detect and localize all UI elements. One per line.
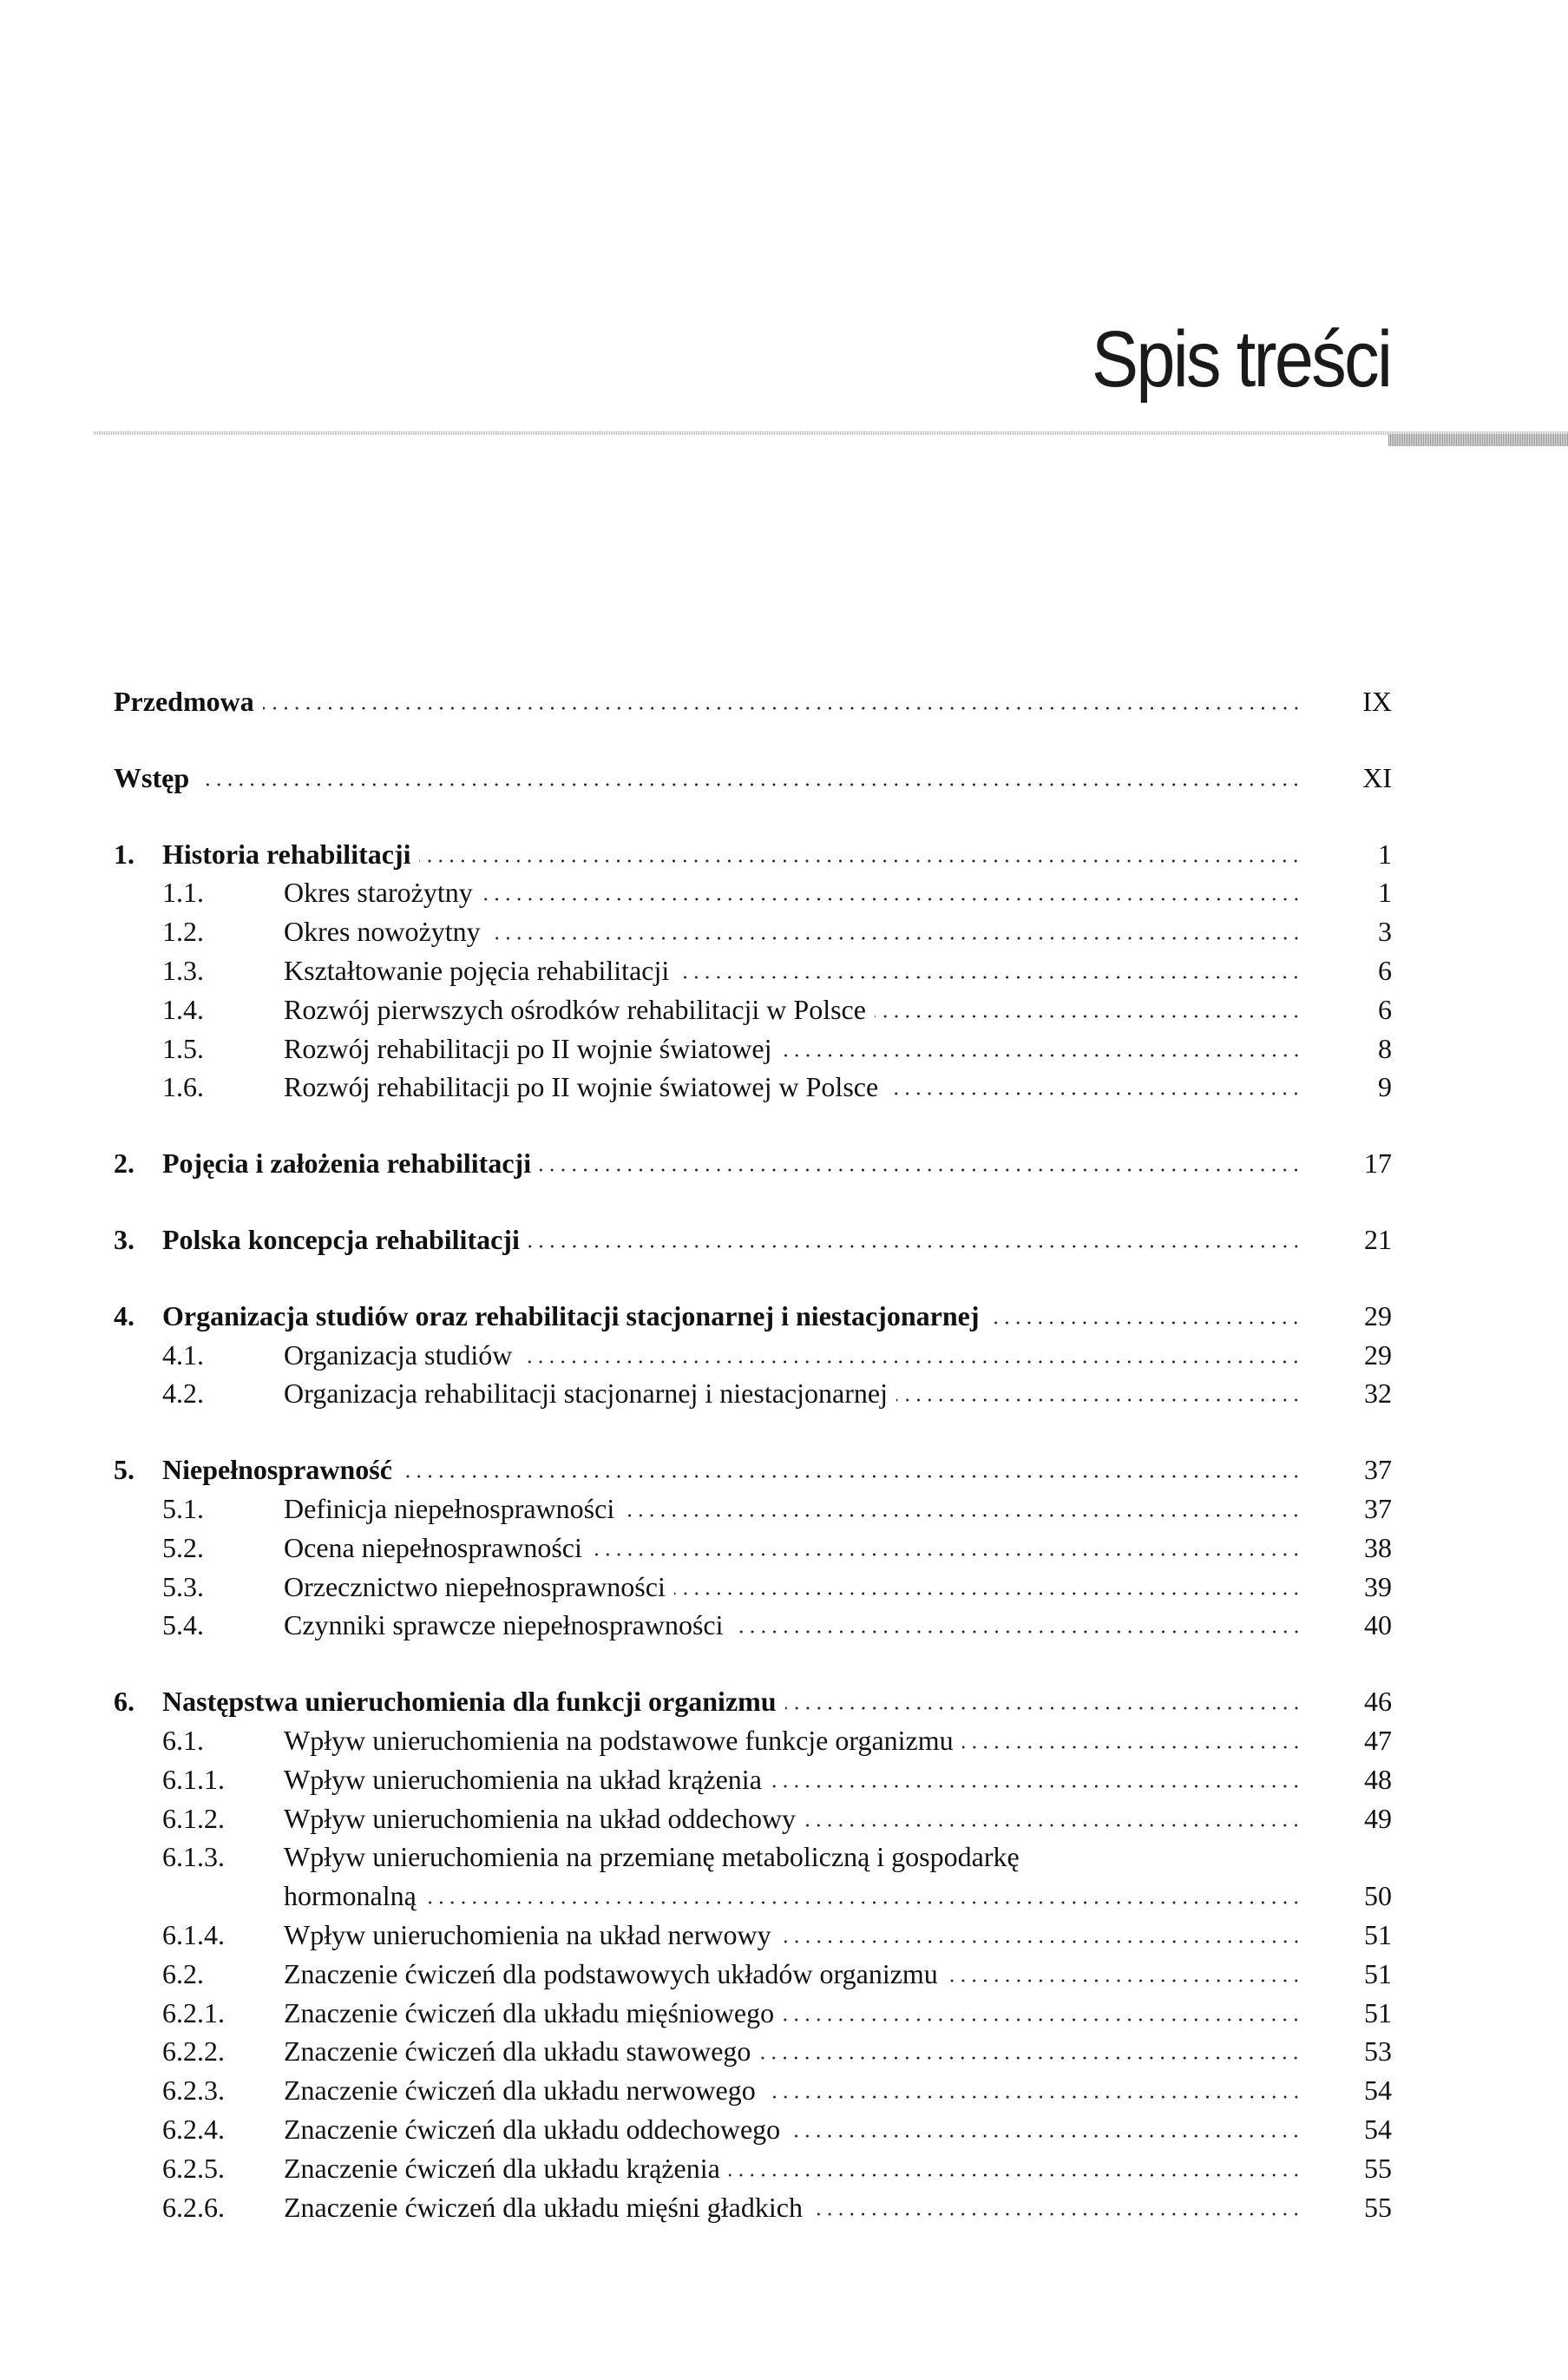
toc-entry[interactable]	[114, 2149, 1392, 2188]
toc-entry[interactable]	[114, 1760, 1392, 1799]
dot-leader	[591, 1552, 1302, 1557]
entry-title[interactable]: Znaczenie ćwiczeń dla podstawowych układów organizmu	[284, 1957, 938, 1989]
entry-page[interactable]: 21	[1364, 1223, 1392, 1255]
entry-title-continued[interactable]: hormonalną	[284, 1880, 417, 1912]
toc-entry[interactable]	[114, 2032, 1392, 2071]
entry-title[interactable]: Okres starożytny	[284, 877, 473, 909]
entry-page[interactable]: 6	[1378, 993, 1392, 1025]
entry-page[interactable]: 3	[1378, 916, 1392, 948]
entry-title[interactable]: Organizacja studiów oraz rehabilitacji stacjonarnej i niestacjonarnej	[162, 1299, 980, 1331]
toc-entry[interactable]	[114, 2188, 1392, 2227]
entry-page[interactable]: 46	[1364, 1686, 1392, 1718]
dot-leader	[764, 2094, 1302, 2100]
entry-page[interactable]: 32	[1364, 1377, 1392, 1410]
entry-number: 1.1.	[162, 877, 204, 909]
dot-leader	[198, 782, 1302, 787]
entry-number: 4.	[114, 1299, 134, 1331]
entry-number: 6.2.2.	[162, 2035, 225, 2068]
entry-title[interactable]: Organizacja studiów	[284, 1338, 513, 1371]
entry-page[interactable]: 40	[1364, 1609, 1392, 1641]
entry-number: 6.	[114, 1686, 134, 1718]
entry-page[interactable]: 48	[1364, 1763, 1392, 1795]
dot-leader	[887, 1091, 1302, 1096]
toc-entry[interactable]	[114, 1489, 1392, 1529]
toc-entry[interactable]	[114, 1606, 1392, 1645]
entry-title[interactable]: Orzecznictwo niepełnosprawności	[284, 1570, 666, 1602]
toc-entry[interactable]	[114, 682, 1392, 721]
dot-leader	[987, 1320, 1302, 1325]
entry-number: 6.2.4.	[162, 2113, 225, 2145]
entry-page[interactable]: 51	[1364, 1918, 1392, 1950]
dot-leader	[528, 1244, 1302, 1249]
dot-leader	[896, 1397, 1302, 1403]
entry-page[interactable]: 51	[1364, 1957, 1392, 1989]
entry-title[interactable]: Polska koncepcja rehabilitacji	[162, 1223, 520, 1255]
dot-leader	[783, 2017, 1302, 2022]
entry-page[interactable]: 6	[1378, 954, 1392, 986]
toc-entry[interactable]	[114, 1450, 1392, 1489]
entry-number: 1.5.	[162, 1032, 204, 1064]
dot-leader	[521, 1359, 1302, 1364]
entry-page[interactable]: 9	[1378, 1071, 1392, 1103]
entry-title[interactable]: Przedmowa	[114, 686, 254, 717]
toc-entry[interactable]	[114, 1297, 1392, 1336]
entry-number: 5.	[114, 1454, 134, 1486]
dot-leader	[962, 1745, 1302, 1750]
toc-entry[interactable]	[114, 1799, 1392, 1838]
entry-number: 6.1.3.	[162, 1841, 225, 1873]
entry-page[interactable]: 49	[1364, 1802, 1392, 1834]
entry-number: 6.1.4.	[162, 1918, 225, 1950]
entry-number: 1.2.	[162, 916, 204, 948]
entry-title[interactable]: Znaczenie ćwiczeń dla układu krążenia	[284, 2152, 720, 2184]
entry-number: 6.2.6.	[162, 2191, 225, 2223]
toc-entry[interactable]	[114, 1068, 1392, 1107]
entry-title[interactable]: Wpływ unieruchomienia na przemianę metaboliczną i gospodarkę	[284, 1841, 1020, 1873]
entry-page[interactable]: XI	[1362, 761, 1392, 793]
entry-number: 3.	[114, 1223, 134, 1255]
entry-title[interactable]: Następstwa unieruchomienia dla funkcji organizmu	[162, 1686, 777, 1718]
toc-entry[interactable]	[114, 1029, 1392, 1068]
toc-entry[interactable]	[114, 951, 1392, 990]
table-of-contents	[114, 682, 1392, 2226]
entry-number: 6.2.	[162, 1957, 204, 1989]
toc-entry-continuation[interactable]	[114, 1877, 1392, 1916]
entry-page[interactable]: 29	[1364, 1338, 1392, 1371]
entry-title[interactable]: Ocena niepełnosprawności	[284, 1531, 582, 1563]
entry-number: 6.2.1.	[162, 1996, 225, 2028]
entry-number: 5.3.	[162, 1570, 204, 1602]
entry-page[interactable]: 1	[1378, 838, 1392, 870]
toc-entry[interactable]	[114, 1721, 1392, 1760]
dot-leader	[263, 706, 1302, 711]
entry-page[interactable]: 54	[1364, 2113, 1392, 2145]
entry-title[interactable]: Wpływ unieruchomienia na układ nerwowy	[284, 1918, 771, 1950]
toc-entry[interactable]	[114, 1916, 1392, 1955]
toc-entry[interactable]	[114, 1994, 1392, 2033]
toc-entry[interactable]	[114, 873, 1392, 912]
entry-title[interactable]: Kształtowanie pojęcia rehabilitacji	[284, 954, 670, 986]
toc-entry[interactable]	[114, 912, 1392, 951]
entry-title[interactable]: Znaczenie ćwiczeń dla układu stawowego	[284, 2035, 751, 2068]
dot-leader	[482, 897, 1302, 902]
toc-entry[interactable]	[114, 2071, 1392, 2110]
entry-page[interactable]: 37	[1364, 1454, 1392, 1486]
entry-number: 1.3.	[162, 954, 204, 986]
toc-entry[interactable]	[114, 1568, 1392, 1607]
dot-leader	[811, 2212, 1302, 2217]
toc-entry[interactable]	[114, 1838, 1392, 1877]
entry-title[interactable]: Czynniki sprawcze niepełnosprawności	[284, 1609, 724, 1641]
entry-title[interactable]: Definicja niepełnosprawności	[284, 1492, 615, 1524]
entry-page[interactable]: 55	[1364, 2152, 1392, 2184]
entry-page[interactable]: 47	[1364, 1724, 1392, 1756]
entry-number: 1.6.	[162, 1071, 204, 1103]
entry-number: 6.2.5.	[162, 2152, 225, 2184]
title-rule-accent	[1388, 434, 1568, 446]
entry-title[interactable]: Niepełnosprawność	[162, 1454, 392, 1486]
entry-number: 4.2.	[162, 1377, 204, 1410]
entry-page[interactable]: 1	[1378, 877, 1392, 909]
entry-number: 1.4.	[162, 993, 204, 1025]
toc-entry[interactable]	[114, 990, 1392, 1029]
dot-leader	[540, 1167, 1302, 1173]
entry-title[interactable]: Rozwój rehabilitacji po II wojnie światowej w Polsce	[284, 1071, 879, 1103]
entry-page[interactable]: 54	[1364, 2074, 1392, 2107]
entry-page[interactable]: 17	[1364, 1147, 1392, 1180]
dot-leader	[401, 1474, 1302, 1479]
dot-leader	[419, 858, 1302, 864]
entry-page[interactable]: 55	[1364, 2191, 1392, 2223]
dot-leader	[489, 936, 1302, 941]
dot-leader	[732, 1629, 1302, 1634]
entry-title[interactable]: Rozwój pierwszych ośrodków rehabilitacji w Polsce	[284, 993, 866, 1025]
dot-leader	[759, 2055, 1302, 2061]
entry-number: 5.1.	[162, 1492, 204, 1524]
entry-title[interactable]: Rozwój rehabilitacji po II wojnie światowej	[284, 1032, 772, 1064]
entry-title[interactable]: Wpływ unieruchomienia na układ oddechowy	[284, 1802, 797, 1834]
toc-entry[interactable]	[114, 1682, 1392, 1721]
dot-leader	[674, 1591, 1302, 1596]
entry-title[interactable]: Historia rehabilitacji	[162, 838, 411, 870]
dot-leader	[781, 1053, 1302, 1058]
entry-number: 6.2.3.	[162, 2074, 225, 2107]
entry-title[interactable]: Znaczenie ćwiczeń dla układu mięśni gładkich	[284, 2191, 803, 2223]
entry-number: 5.4.	[162, 1609, 204, 1641]
entry-number: 6.1.	[162, 1724, 204, 1756]
entry-number: 2.	[114, 1147, 134, 1180]
toc-entry[interactable]	[114, 1144, 1392, 1183]
dot-leader	[875, 1014, 1302, 1019]
dot-leader	[789, 2133, 1302, 2139]
entry-page[interactable]: IX	[1362, 686, 1392, 717]
dot-leader	[729, 2173, 1302, 2178]
entry-title[interactable]: Wpływ unieruchomienia na układ krążenia	[284, 1763, 762, 1795]
toc-entry[interactable]	[114, 759, 1392, 798]
toc-entry[interactable]	[114, 1955, 1392, 1994]
entry-title[interactable]: Znaczenie ćwiczeń dla układu mięśniowego	[284, 1996, 775, 2028]
dot-leader	[780, 1939, 1302, 1944]
title-rule	[94, 431, 1568, 435]
entry-title[interactable]: Wpływ unieruchomienia na podstawowe funkcje organizmu	[284, 1724, 954, 1756]
dot-leader	[425, 1900, 1302, 1905]
entry-number: 4.1.	[162, 1338, 204, 1371]
toc-entry[interactable]	[114, 1374, 1392, 1413]
entry-page[interactable]: 39	[1364, 1570, 1392, 1602]
entry-number: 5.2.	[162, 1531, 204, 1563]
entry-number: 1.	[114, 838, 134, 870]
dot-leader	[785, 1706, 1302, 1711]
entry-title[interactable]: Organizacja rehabilitacji stacjonarnej i niestacjonarnej	[284, 1377, 888, 1410]
dot-leader	[804, 1823, 1302, 1828]
entry-page[interactable]: 50	[1364, 1880, 1392, 1912]
entry-number: 6.1.1.	[162, 1763, 225, 1795]
entry-number: 6.1.2.	[162, 1802, 225, 1834]
entry-page[interactable]: 37	[1364, 1492, 1392, 1524]
dot-leader	[947, 1978, 1302, 1983]
entry-title[interactable]: Znaczenie ćwiczeń dla układu nerwowego	[284, 2074, 756, 2107]
toc-entry[interactable]	[114, 1529, 1392, 1568]
dot-leader	[771, 1784, 1302, 1789]
entry-title[interactable]: Pojęcia i założenia rehabilitacji	[162, 1147, 532, 1180]
entry-title[interactable]: Okres nowożytny	[284, 916, 481, 948]
dot-leader	[623, 1513, 1302, 1518]
toc-entry[interactable]	[114, 835, 1392, 874]
entry-page[interactable]: 51	[1364, 1996, 1392, 2028]
entry-page[interactable]: 8	[1378, 1032, 1392, 1064]
entry-page[interactable]: 29	[1364, 1299, 1392, 1331]
dot-leader	[678, 975, 1302, 980]
toc-entry[interactable]	[114, 1220, 1392, 1259]
entry-title[interactable]: Znaczenie ćwiczeń dla układu oddechowego	[284, 2113, 781, 2145]
entry-page[interactable]: 38	[1364, 1531, 1392, 1563]
page-title: Spis treści	[1091, 315, 1390, 404]
entry-title[interactable]: Wstęp	[114, 761, 190, 793]
entry-page[interactable]: 53	[1364, 2035, 1392, 2068]
toc-entry[interactable]	[114, 1336, 1392, 1375]
toc-entry[interactable]	[114, 2110, 1392, 2149]
